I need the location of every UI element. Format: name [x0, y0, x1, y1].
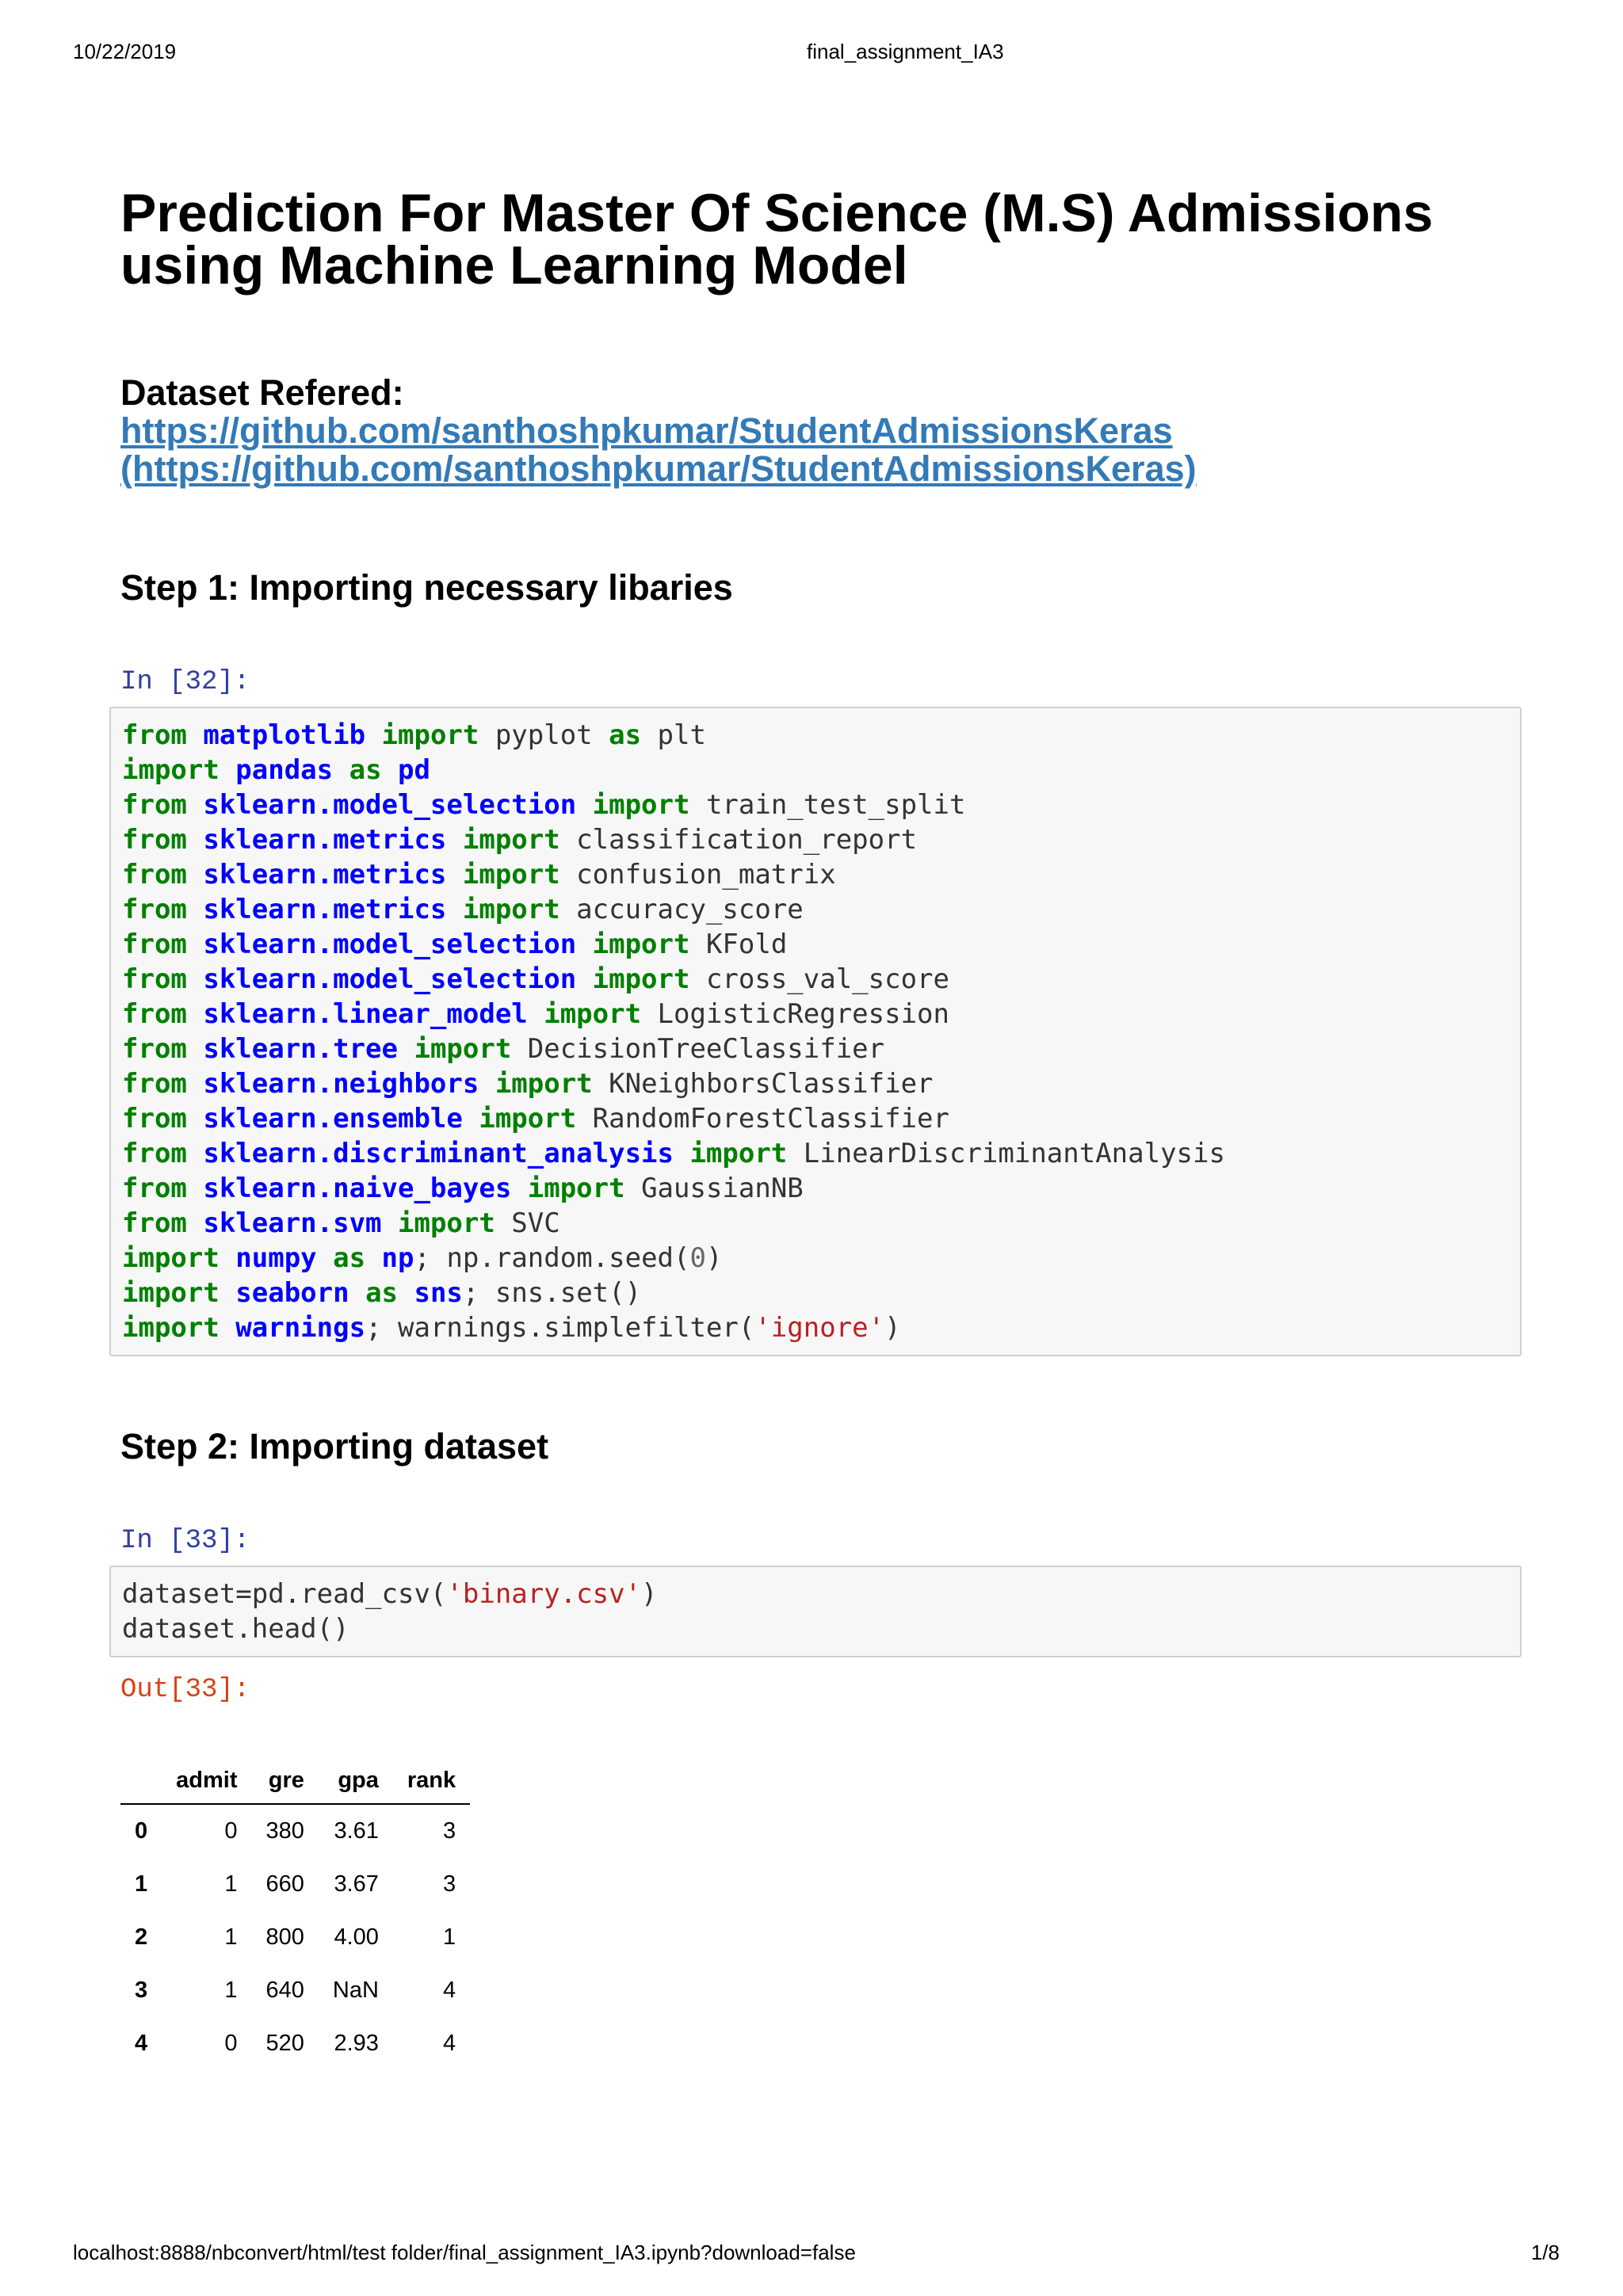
code-token: import — [576, 963, 706, 995]
code-line — [122, 1066, 1509, 1101]
code-line — [122, 1171, 1509, 1206]
table-row — [120, 1804, 470, 1858]
table-row — [120, 1911, 470, 1964]
code-token: KFold — [705, 929, 788, 960]
code-token: GaussianNB — [641, 1173, 804, 1204]
code-token: from — [122, 789, 204, 821]
code-token: ) — [705, 1242, 723, 1274]
table-cell: 0 — [224, 1818, 238, 1844]
code-token: import — [122, 754, 236, 786]
code-line — [122, 1241, 1509, 1276]
code-token: numpy — [235, 1242, 334, 1274]
table-cell: 3.67 — [334, 1871, 379, 1897]
code-token: ; np.random.seed( — [414, 1242, 690, 1274]
code-line — [122, 857, 1509, 892]
code-token: sklearn.metrics — [203, 824, 447, 856]
row-index: 3 — [135, 1978, 148, 2003]
table-cell: 1 — [224, 1871, 238, 1897]
table-row — [120, 2017, 470, 2070]
code-token: np — [381, 1242, 414, 1274]
code-token: import — [479, 1068, 609, 1100]
code-token: as — [609, 719, 658, 751]
code-line — [122, 822, 1509, 857]
code-token: sklearn.model_selection — [203, 789, 577, 821]
column-header — [120, 1757, 162, 1804]
step2-heading: Step 2: Importing dataset — [120, 1426, 549, 1466]
code-line — [122, 997, 1509, 1032]
code-line — [122, 1577, 1509, 1611]
code-token: matplotlib — [203, 719, 366, 751]
table-row — [120, 1858, 470, 1911]
table-cell: 4 — [443, 1978, 456, 2003]
code-token: from — [122, 824, 204, 856]
code-line — [122, 1032, 1509, 1066]
table-cell: 1 — [224, 1978, 238, 2003]
column-header: gre — [251, 1757, 318, 1804]
table-cell: 380 — [265, 1818, 304, 1844]
table-cell: 520 — [265, 2031, 304, 2056]
code-token: sklearn.ensemble — [203, 1103, 463, 1135]
code-line — [122, 788, 1509, 822]
code-line — [122, 1310, 1509, 1345]
notebook-title: Prediction For Master Of Science (M.S) Admissions using Machine Learning Model — [120, 183, 1434, 296]
dataset-label: Dataset Refered: — [120, 372, 404, 413]
code-token: sklearn.naive_bayes — [203, 1173, 512, 1204]
code-cell-dataset[interactable] — [109, 1566, 1522, 1657]
code-token: KNeighborsClassifier — [609, 1068, 934, 1100]
dataframe-output-table — [120, 1757, 470, 2070]
print-header-date: 10/22/2019 — [73, 40, 177, 63]
code-token: SVC — [511, 1207, 560, 1239]
table-cell: 660 — [265, 1871, 304, 1897]
code-token: from — [122, 859, 204, 891]
table-cell: 0 — [224, 2031, 238, 2056]
print-footer-url: localhost:8888/nbconvert/html/test folder/final_assignment_IA3.ipynb?download=false — [73, 2241, 856, 2264]
code-token: import — [576, 789, 706, 821]
code-token: import — [462, 1103, 593, 1135]
code-token: from — [122, 1103, 204, 1135]
table-cell: 1 — [443, 1924, 456, 1950]
code-token: import — [365, 719, 495, 751]
code-token: import — [446, 824, 577, 856]
code-token: LogisticRegression — [657, 998, 949, 1030]
code-token: import — [527, 998, 658, 1030]
code-token: DecisionTreeClassifier — [527, 1033, 885, 1065]
code-token: from — [122, 1068, 204, 1100]
code-line — [122, 1611, 1509, 1646]
code-token: pd — [398, 754, 430, 786]
table-cell: 3 — [443, 1818, 456, 1844]
code-token: train_test_split — [705, 789, 966, 821]
column-header: rank — [393, 1757, 470, 1804]
table-header-row — [120, 1757, 470, 1804]
code-token: from — [122, 1033, 204, 1065]
code-token: sklearn.metrics — [203, 894, 447, 925]
code-token: RandomForestClassifier — [592, 1103, 949, 1135]
code-token: 'binary.csv' — [446, 1578, 642, 1610]
code-line — [122, 1276, 1509, 1310]
code-token: sklearn.svm — [203, 1207, 382, 1239]
code-line — [122, 927, 1509, 962]
code-token: ; sns.set() — [462, 1277, 642, 1309]
code-token: sklearn.linear_model — [203, 998, 528, 1030]
row-index: 4 — [135, 2031, 148, 2056]
code-block[interactable] — [122, 718, 1509, 1345]
code-token: import — [511, 1173, 642, 1204]
code-token: 0 — [689, 1242, 706, 1274]
dataset-link-text[interactable]: (https://github.com/santhoshpkumar/StudentAdmissionsKeras) — [120, 448, 1197, 489]
code-token: LinearDiscriminantAnalysis — [803, 1138, 1225, 1169]
code-token: ) — [884, 1312, 901, 1344]
code-line — [122, 892, 1509, 927]
table-cell: 3.61 — [334, 1818, 379, 1844]
code-token: from — [122, 1138, 204, 1169]
code-token: dataset.head() — [122, 1613, 349, 1645]
code-token: from — [122, 719, 204, 751]
code-token: sklearn.neighbors — [203, 1068, 479, 1100]
row-index: 0 — [135, 1818, 148, 1844]
code-token: cross_val_score — [705, 963, 949, 995]
code-token: import — [122, 1242, 236, 1274]
code-token: dataset=pd.read_csv( — [122, 1578, 447, 1610]
code-token: from — [122, 1207, 204, 1239]
code-line — [122, 1136, 1509, 1171]
step1-heading: Step 1: Importing necessary libaries — [120, 567, 733, 608]
code-token: pyplot — [495, 719, 609, 751]
code-token: warnings — [235, 1312, 366, 1344]
code-token: sklearn.model_selection — [203, 963, 577, 995]
code-token: as — [365, 1277, 414, 1309]
code-token: from — [122, 929, 204, 960]
table-cell: 4 — [443, 2031, 456, 2056]
row-index: 1 — [135, 1871, 148, 1897]
dataset-link[interactable]: https://github.com/santhoshpkumar/StudentAdmissionsKeras — [120, 410, 1173, 451]
code-token: import — [673, 1138, 804, 1169]
cell-input-prompt: In [32]: — [120, 667, 250, 697]
code-token: sklearn.model_selection — [203, 929, 577, 960]
code-token: ; warnings.simplefilter( — [365, 1312, 755, 1344]
print-header-title: final_assignment_IA3 — [807, 40, 1004, 63]
code-token: sklearn.tree — [203, 1033, 398, 1065]
code-cell-imports[interactable] — [109, 707, 1522, 1356]
table-cell: 640 — [265, 1978, 304, 2003]
cell-input-prompt: In [33]: — [120, 1526, 250, 1556]
code-token: as — [333, 1242, 382, 1274]
code-token: import — [122, 1277, 236, 1309]
code-token: from — [122, 1173, 204, 1204]
code-token: import — [446, 859, 577, 891]
code-token: pandas — [235, 754, 349, 786]
code-token: sklearn.metrics — [203, 859, 447, 891]
code-token: 'ignore' — [754, 1312, 885, 1344]
column-header: admit — [162, 1757, 251, 1804]
code-token: accuracy_score — [576, 894, 804, 925]
code-token: ) — [641, 1578, 658, 1610]
code-token: as — [349, 754, 399, 786]
column-header: gpa — [319, 1757, 393, 1804]
code-token: classification_report — [576, 824, 918, 856]
cell-output-prompt: Out[33]: — [120, 1675, 250, 1705]
print-footer-page-number: 1/8 — [1530, 2241, 1560, 2264]
code-line — [122, 718, 1509, 753]
code-line — [122, 753, 1509, 788]
code-block[interactable] — [122, 1577, 1509, 1646]
code-line — [122, 1206, 1509, 1241]
table-cell: NaN — [332, 1978, 379, 2003]
code-token: confusion_matrix — [576, 859, 836, 891]
table-row — [120, 1964, 470, 2017]
code-token: plt — [657, 719, 706, 751]
code-token: import — [381, 1207, 512, 1239]
table-cell: 2.93 — [334, 2031, 379, 2056]
table-cell: 1 — [224, 1924, 238, 1950]
table-cell: 800 — [265, 1924, 304, 1950]
dataset-reference — [120, 374, 1197, 488]
code-token: import — [122, 1312, 236, 1344]
code-line — [122, 1101, 1509, 1136]
code-token: import — [446, 894, 577, 925]
code-token: from — [122, 998, 204, 1030]
code-token: seaborn — [235, 1277, 366, 1309]
code-token: from — [122, 963, 204, 995]
code-token: import — [576, 929, 706, 960]
table-cell: 3 — [443, 1871, 456, 1897]
code-token: from — [122, 894, 204, 925]
code-token: import — [398, 1033, 528, 1065]
row-index: 2 — [135, 1924, 148, 1950]
code-line — [122, 962, 1509, 997]
code-token: sns — [414, 1277, 463, 1309]
table-cell: 4.00 — [334, 1924, 379, 1950]
code-token: sklearn.discriminant_analysis — [203, 1138, 674, 1169]
